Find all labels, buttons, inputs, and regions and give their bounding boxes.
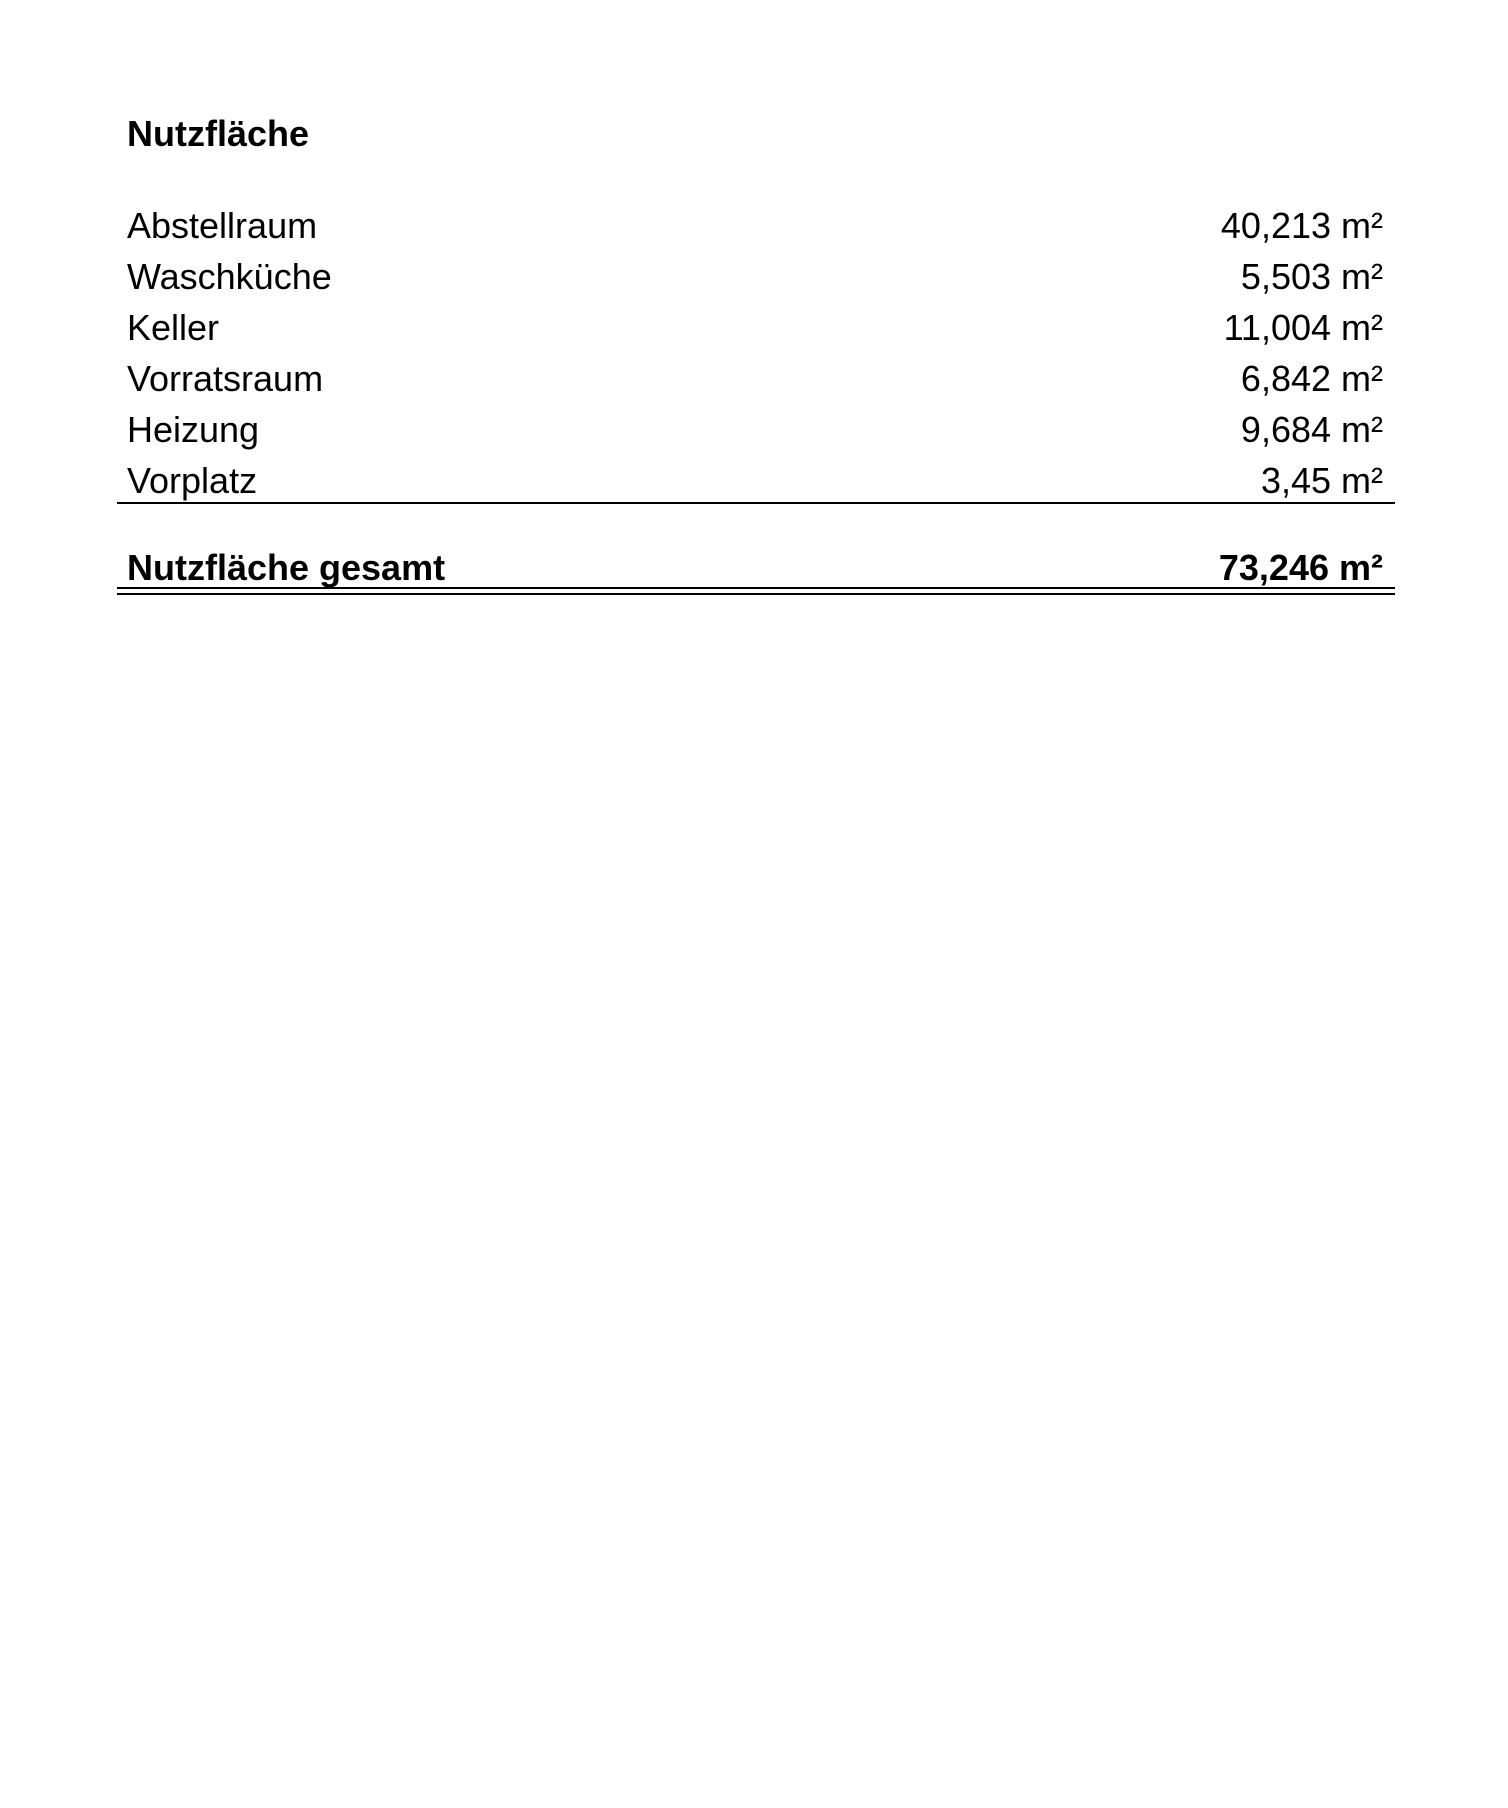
section-heading: Nutzfläche <box>127 113 310 154</box>
room-label: Heizung <box>127 409 260 450</box>
table-row <box>117 357 1395 408</box>
room-label: Vorplatz <box>127 460 258 501</box>
room-label: Keller <box>127 307 220 348</box>
table-row <box>117 255 1395 306</box>
area-table <box>117 204 1395 510</box>
total-value: 73,246 m² <box>1218 547 1383 588</box>
area-value: 9,684 m² <box>1240 409 1383 450</box>
area-value: 11,004 m² <box>1223 307 1383 348</box>
room-label: Waschküche <box>127 256 332 297</box>
area-value: 5,503 m² <box>1240 256 1383 297</box>
table-row <box>117 306 1395 357</box>
subtotal-divider <box>117 502 1395 504</box>
room-label: Abstellraum <box>127 205 318 246</box>
room-label: Vorratsraum <box>127 358 324 399</box>
total-row <box>117 546 1395 590</box>
total-double-underline <box>117 587 1395 595</box>
area-value: 3,45 m² <box>1260 460 1383 501</box>
table-row <box>117 204 1395 255</box>
total-label: Nutzfläche gesamt <box>127 547 446 588</box>
area-value: 6,842 m² <box>1240 358 1383 399</box>
area-value: 40,213 m² <box>1220 205 1383 246</box>
table-row <box>117 408 1395 459</box>
